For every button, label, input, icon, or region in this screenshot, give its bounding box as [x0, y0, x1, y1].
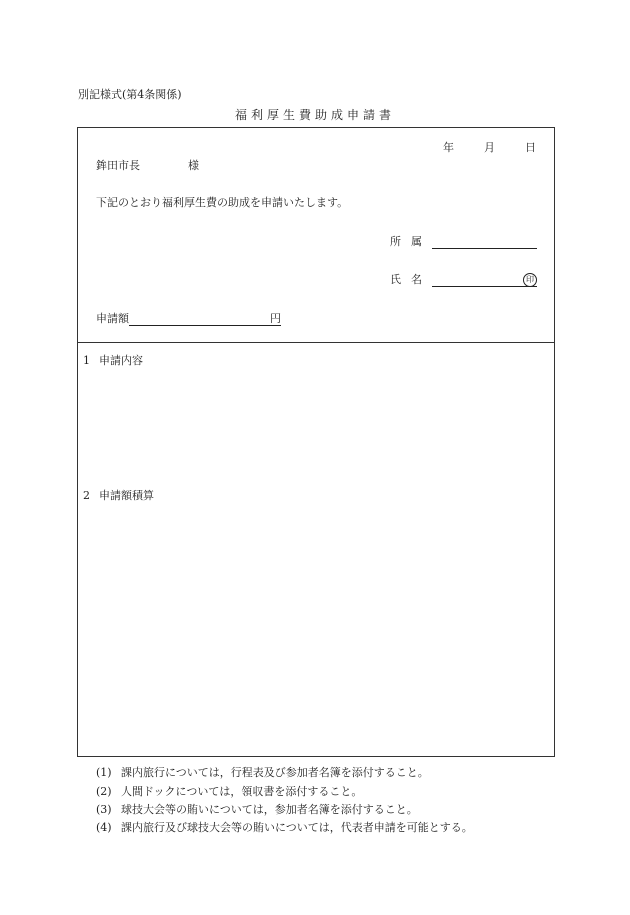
- date-day-label: 日: [525, 141, 536, 154]
- date-field: [443, 139, 536, 155]
- date-year-label: 年: [443, 141, 454, 154]
- section-number: 2: [83, 489, 90, 502]
- addressee-name: 鉾田市長: [96, 159, 140, 172]
- note-text: 球技大会等の賄いについては，参加者名簿を添付すること。: [121, 803, 418, 816]
- note-number: (1): [96, 766, 112, 779]
- note-item: [96, 764, 429, 780]
- affiliation-input-line[interactable]: [432, 236, 537, 249]
- name-field[interactable]: [390, 271, 537, 287]
- seal-icon: 印: [523, 273, 537, 287]
- note-number: (4): [96, 821, 112, 834]
- amount-label: 申請額: [96, 312, 129, 325]
- addressee-honorific: 様: [188, 159, 199, 172]
- note-text: 人間ドックについては，領収書を添付すること。: [121, 785, 363, 798]
- section-amount-calculation: [83, 487, 154, 503]
- amount-input-line[interactable]: [129, 313, 270, 326]
- section-number: 1: [83, 354, 90, 367]
- note-number: (2): [96, 785, 112, 798]
- form-style-label: 別記様式(第4条関係): [78, 88, 182, 101]
- affiliation-label: 所属: [390, 235, 432, 248]
- amount-unit: 円: [270, 312, 281, 325]
- note-item: [96, 819, 473, 835]
- affiliation-field[interactable]: [390, 233, 537, 249]
- section-label: 申請内容: [99, 354, 143, 367]
- application-statement: 下記のとおり福利厚生費の助成を申請いたします。: [96, 196, 349, 209]
- section-application-content: [83, 352, 143, 368]
- note-item: [96, 783, 362, 799]
- form-title: 福利厚生費助成申請書: [234, 108, 395, 122]
- note-text: 課内旅行については，行程表及び参加者名簿を添付すること。: [121, 766, 429, 779]
- application-form-frame: [77, 127, 555, 757]
- date-month-label: 月: [484, 141, 495, 154]
- note-item: [96, 801, 418, 817]
- section-label: 申請額積算: [99, 489, 154, 502]
- note-number: (3): [96, 803, 112, 816]
- section-divider: [78, 342, 554, 343]
- name-label: 氏名: [390, 273, 432, 286]
- note-text: 課内旅行及び球技大会等の賄いについては，代表者申請を可能とする。: [121, 821, 473, 834]
- amount-field[interactable]: [96, 310, 281, 326]
- name-input-line[interactable]: [432, 274, 537, 287]
- addressee: [96, 157, 199, 173]
